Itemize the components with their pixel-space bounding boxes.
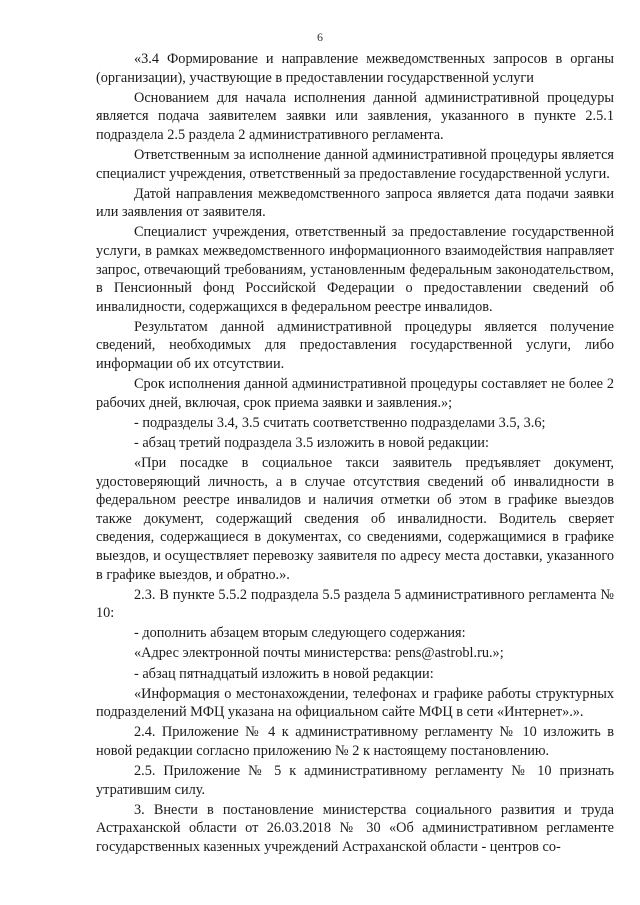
paragraph-term: Срок исполнения данной административной процедуры составляет не более 2 рабочих дней, включая, срок приема заявки и заявления.»; <box>96 376 614 411</box>
paragraph-amend-3-5: - абзац третий подраздела 3.5 изложить в новой редакции: <box>134 434 489 451</box>
paragraph-basis: Основанием для начала исполнения данной административной процедуры является подача заявителем заявки или заявления, указанного в пункте 2.5.1 подраздела 2.5 раздела 2 административного регламента. <box>96 89 614 143</box>
document-body <box>96 50 614 858</box>
paragraph-taxi-boarding: «При посадке в социальное такси заявитель предъявляет документ, удостоверяющий личность, а в случае отсутствия сведений об инвалидности в федеральном реестре инвалидов и наличия отметки об этом в графике выездов также документ, содержащий сведения об инвалидности. Водитель сверяет сведения, содержащиеся в документах, со сведениями, содержащимися в графике выездов, и осуществляет перевозку заявителя по адресу места доставки, указанного в графике выездов, и обратно.». <box>96 454 614 583</box>
paragraph-add-second: - дополнить абзацем вторым следующего содержания: <box>134 625 466 642</box>
paragraph-2-3: 2.3. В пункте 5.5.2 подраздела 5.5 раздела 5 административного регламента № 10: <box>96 586 614 622</box>
paragraph-amend-fifteenth: - абзац пятнадцатый изложить в новой редакции: <box>134 665 434 682</box>
page-number: 6 <box>317 30 323 44</box>
paragraph-email: «Адрес электронной почты министерства: pens@astrobl.ru.»; <box>134 645 504 662</box>
paragraph-result: Результатом данной административной процедуры является получение сведений, необходимых для предоставления государственной услуги, либо информации об их отсутствии. <box>96 318 614 372</box>
paragraph-2-5: 2.5. Приложение № 5 к административному регламенту № 10 признать утратившим силу. <box>96 762 614 798</box>
paragraph-responsible: Ответственным за исполнение данной административной процедуры является специалист учреждения, ответственный за предоставление государственной услуги. <box>96 146 614 182</box>
paragraph-3: 3. Внести в постановление министерства социального развития и труда Астраханской области от 26.03.2018 № 30 «Об административном регламенте государственных казенных учреждений Астраханской области - центров со- <box>96 801 614 855</box>
paragraph-renumber-subsections: - подразделы 3.4, 3.5 считать соответственно подразделами 3.5, 3.6; <box>134 414 546 431</box>
paragraph-2-4: 2.4. Приложение № 4 к административному регламенту № 10 изложить в новой редакции согласно приложению № 2 к настоящему постановлению. <box>96 724 614 759</box>
paragraph-request-date: Датой направления межведомственного запроса является дата подачи заявки или заявления от заявителя. <box>96 185 614 221</box>
paragraph-mfc-info: «Информация о местонахождении, телефонах и графике работы структурных подразделений МФЦ указана на официальном сайте МФЦ в сети «Интернет».». <box>96 685 614 721</box>
paragraph-specialist: Специалист учреждения, ответственный за предоставление государственной услуги, в рамках межведомственного информационного взаимодействия направляет запрос, отвечающий требованиям, установленным федеральным законодательством, в Пенсионный фонд Российской Федерации о предоставлении сведений об инвалидности, содержащихся в федеральном реестре инвалидов. <box>96 224 614 315</box>
paragraph-section-3-4-heading: «3.4 Формирование и направление межведомственных запросов в органы (организации), участвующие в предоставлении государственной услуги <box>96 51 614 86</box>
